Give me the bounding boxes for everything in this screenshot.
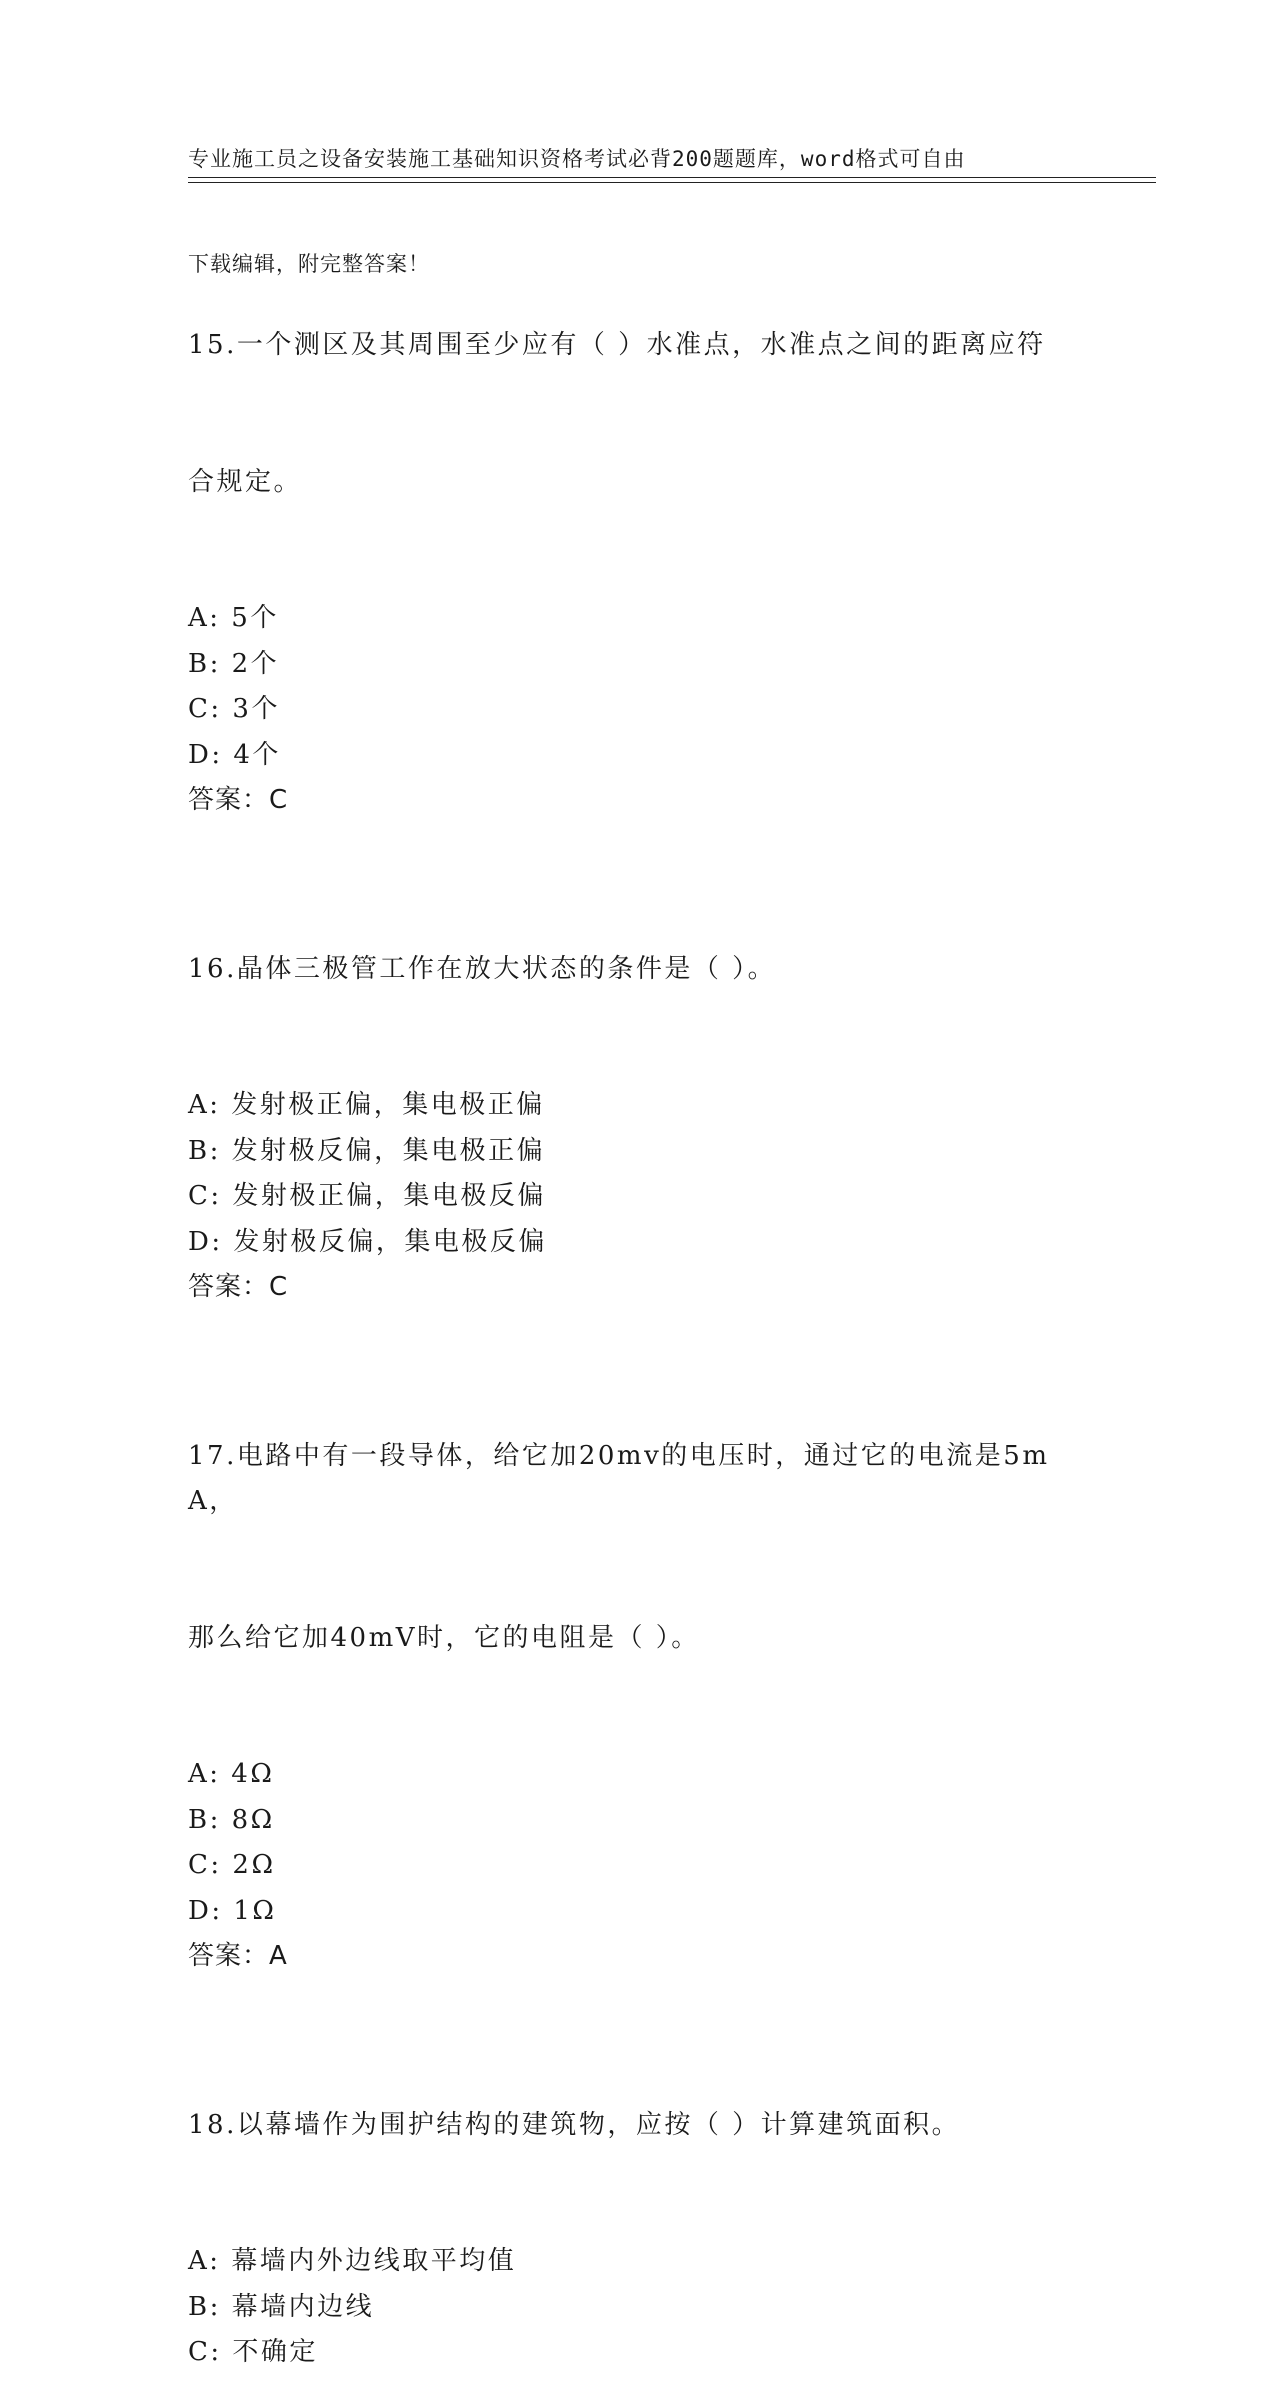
question-text-line: 15.一个测区及其周围至少应有（ ）水准点，水准点之间的距离应符 xyxy=(188,330,1046,360)
option-d: D: 1Ω xyxy=(188,1895,277,1926)
option-c: C: 3个 xyxy=(188,694,280,724)
option-a: A: 5个 xyxy=(188,603,279,633)
option-d: D: 4个 xyxy=(188,739,281,770)
option-b: B: 2个 xyxy=(188,648,280,679)
option-a: A: 4Ω xyxy=(188,1759,275,1789)
question-17 xyxy=(188,1343,1088,1980)
option-b: B: 发射极反偏，集电极正偏 xyxy=(188,1135,546,1166)
question-text xyxy=(188,1343,1088,1753)
option-a: A: 发射极正偏，集电极正偏 xyxy=(188,1090,545,1120)
option-b: B: 幕墙内边线 xyxy=(188,2291,375,2322)
header-line-1: 专业施工员之设备安装施工基础知识资格考试必背200题题库，word格式可自由 xyxy=(188,147,966,171)
answer-label: 答案：C xyxy=(188,1272,289,1302)
option-d: D: 发射极反偏，集电极反偏 xyxy=(188,1226,547,1257)
question-text xyxy=(188,232,1088,596)
question-text-line: 18.以幕墙作为围护结构的建筑物，应按（ ）计算建筑面积。 xyxy=(188,2109,961,2140)
answer-label: 答案：C xyxy=(188,785,289,815)
question-text xyxy=(188,856,1088,1084)
option-a: A: 幕墙内外边线取平均值 xyxy=(188,2246,517,2276)
question-18 xyxy=(188,2012,1088,2376)
question-text-line: 那么给它加40mV时，它的电阻是（ ）。 xyxy=(188,1622,700,1653)
option-c: C: 2Ω xyxy=(188,1850,276,1880)
option-c: C: 发射极正偏，集电极反偏 xyxy=(188,1181,546,1211)
question-15 xyxy=(188,232,1088,824)
question-text-line: 合规定。 xyxy=(188,466,303,497)
answer-label: 答案：A xyxy=(188,1941,288,1971)
question-list xyxy=(188,232,1088,2408)
option-c: C: 不确定 xyxy=(188,2337,318,2367)
header-divider-bottom xyxy=(188,182,1156,183)
header-line-2: 下载编辑，附完整答案！ xyxy=(188,252,430,276)
question-16 xyxy=(188,856,1088,1311)
header-divider-top xyxy=(188,177,1156,178)
question-text-line: 17.电路中有一段导体，给它加20mv的电压时，通过它的电流是5mA， xyxy=(188,1440,1050,1516)
question-text xyxy=(188,2012,1088,2240)
question-text-line: 16.晶体三极管工作在放大状态的条件是（ ）。 xyxy=(188,953,777,984)
option-b: B: 8Ω xyxy=(188,1804,275,1835)
